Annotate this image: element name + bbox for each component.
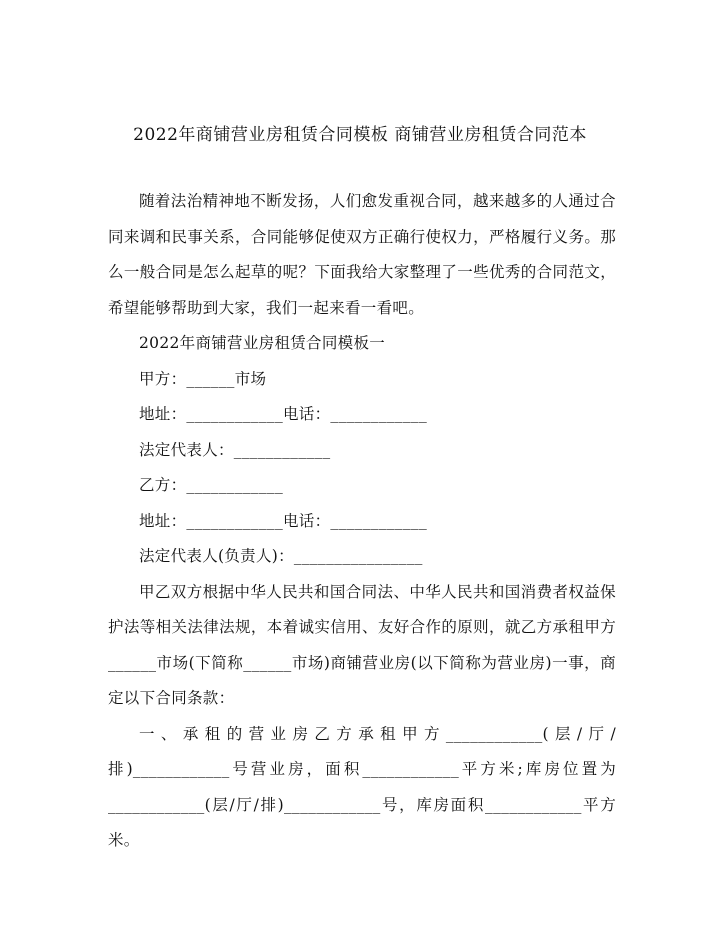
party-a-representative-line: 法定代表人：____________ bbox=[139, 440, 331, 459]
intro-paragraph: 随着法治精神地不断发扬，人们愈发重视合同，越来越多的人通过合同来调和民事关系，合同能够促使双方正确行使权力，严格履行义务。那么一般合同是怎么起草的呢？下面我给大家整理了一些优秀的合同范文，希望能够帮助到大家，我们一起来看一看吧。 bbox=[108, 192, 616, 317]
document-body bbox=[108, 184, 616, 859]
agreement-paragraph: 甲乙双方根据中华人民共和国合同法、中华人民共和国消费者权益保护法等相关法律法规，本着诚实信用、友好合作的原则，就乙方承租甲方______市场(下简称______市场)商铺营业房(以下简称为营业房)一事，商定以下合同条款： bbox=[108, 582, 616, 707]
template-heading: 2022年商铺营业房租赁合同模板一 bbox=[139, 334, 386, 352]
party-b-address-line: 地址：____________电话：____________ bbox=[139, 511, 428, 530]
clause-one-paragraph: 一、承租的营业房乙方承租甲方____________(层/厅/排)____________号营业房，面积____________平方米;库房位置为____________(层/厅/排)____________号，库房面积____________平方米。 bbox=[108, 724, 616, 849]
party-b-representative-line: 法定代表人(负责人)：________________ bbox=[139, 547, 423, 565]
party-a-address-line: 地址：____________电话：____________ bbox=[139, 405, 428, 423]
party-b-line: 乙方：____________ bbox=[139, 476, 284, 494]
party-a-line: 甲方：______市场 bbox=[139, 369, 267, 388]
document-title: 2022年商铺营业房租赁合同模板 商铺营业房租赁合同范本 bbox=[133, 125, 587, 145]
